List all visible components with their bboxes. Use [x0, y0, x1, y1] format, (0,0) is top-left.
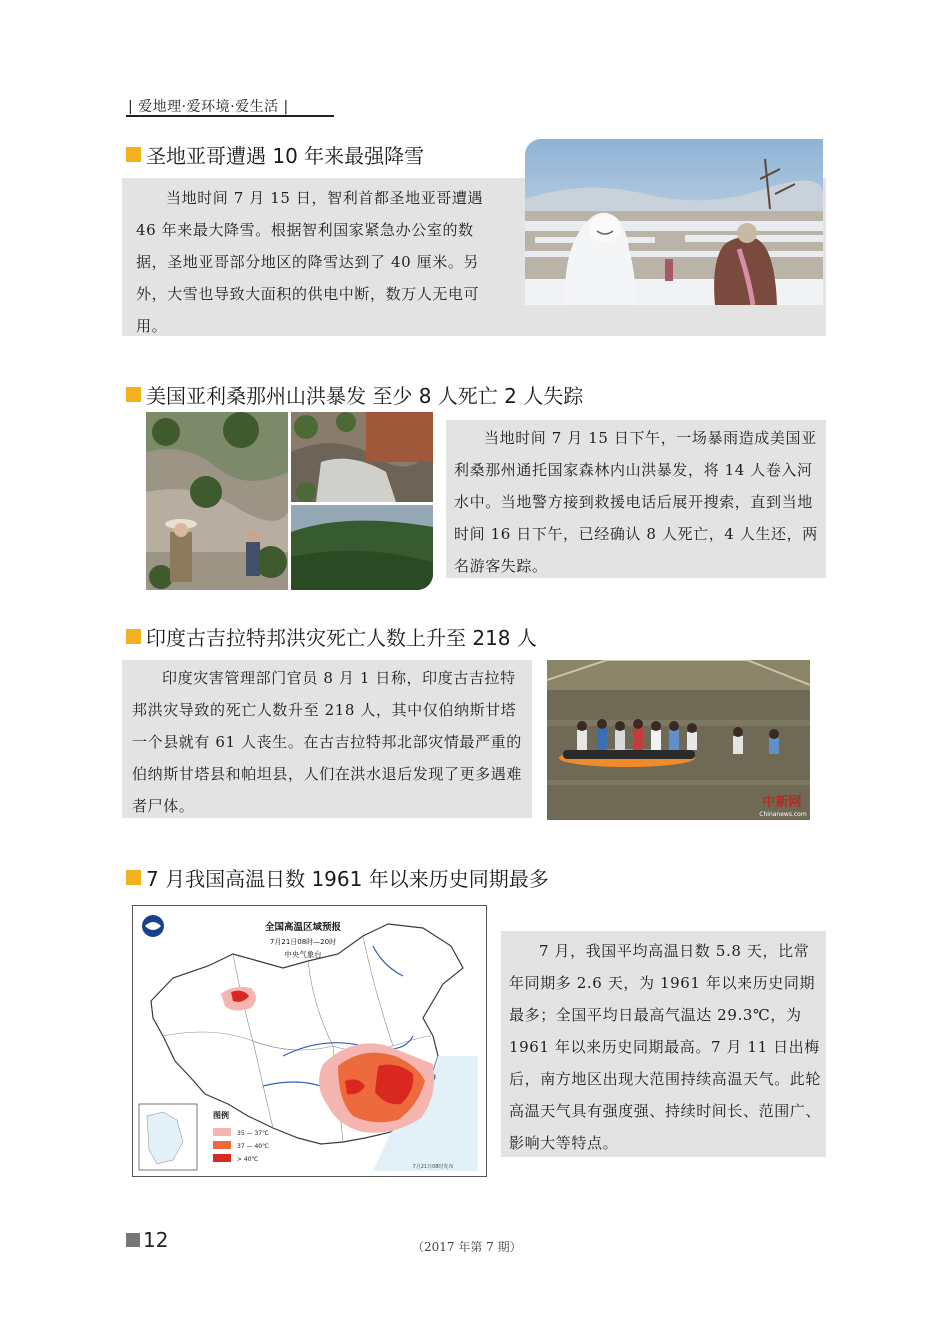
watermark-text: 中新网 — [762, 795, 802, 810]
section-1-title-text: 圣地亚哥遭遇 10 年来最强降雪 — [146, 144, 425, 168]
section-3-title-text: 印度古吉拉特邦洪灾死亡人数上升至 218 人 — [146, 626, 537, 650]
section-4-title — [126, 863, 549, 892]
title-marker-icon — [126, 629, 141, 644]
legend-swatch — [213, 1154, 231, 1162]
legend-swatch — [213, 1128, 231, 1136]
issue-label: （2017 年第 7 期） — [412, 1240, 522, 1254]
map-subtitle: 7月21日08时—20时 — [269, 938, 337, 946]
header-rule — [126, 115, 334, 117]
map-footnote: 7月21日08时发布 — [412, 1164, 454, 1170]
flood-photo-collage — [146, 412, 433, 590]
header-tagline: | 爱地理·爱环境·爱生活 | — [128, 99, 289, 115]
section-2-title-text: 美国亚利桑那州山洪暴发 至少 8 人死亡 2 人失踪 — [146, 384, 584, 408]
title-marker-icon — [126, 387, 141, 402]
map-title: 全国高温区域预报 — [264, 922, 342, 933]
watermark-sub: Chinanews.com — [759, 811, 807, 818]
section-3-body-box — [122, 660, 532, 818]
legend-swatch — [213, 1141, 231, 1149]
heat-forecast-map — [132, 905, 487, 1177]
legend-label: > 40℃ — [237, 1156, 259, 1163]
section-4-title-text: 7 月我国高温日数 1961 年以来历史同期最多 — [146, 867, 549, 891]
section-3-body: 印度灾害管理部门官员 8 月 1 日称，印度古吉拉特邦洪灾导致的死亡人数升至 218 人，其中仅伯纳斯甘塔一个县就有 61 人丧生。在古吉拉特邦北部灾情最严重的伯纳斯甘塔县和帕坦县，人们在洪水退后发现了更多遇难者尸体。 — [132, 669, 523, 815]
section-4-body: 7 月，我国平均高温日数 5.8 天，比常年同期多 2.6 天，为 1961 年以来历史同期最多；全国平均日最高气温达 29.3℃，为 1961 年以来历史同期最高。7 月 11 日出梅后，南方地区出现大范围持续高温天气。此轮高温天气具有强度强、持续时间长、范围广、影响大等特点。 — [509, 942, 822, 1152]
title-marker-icon — [126, 147, 141, 162]
section-2-body-box — [446, 420, 826, 578]
section-1-body: 当地时间 7 月 15 日，智利首都圣地亚哥遭遇 46 年来最大降雪。根据智利国家紧急办公室的数据，圣地亚哥部分地区的降雪达到了 40 厘米。另外，大雪也导致大面积的供电中断，数万人无电可用。 — [136, 189, 484, 335]
legend-label: 37 — 40℃ — [237, 1143, 269, 1150]
section-4-body-box — [501, 931, 826, 1157]
section-2-body: 当地时间 7 月 15 日下午，一场暴雨造成美国亚利桑那州通托国家森林内山洪暴发，将 14 人卷入河水中。当地警方接到救援电话后展开搜索，直到当地时间 16 日下午，已经确认 8 人死亡，4 人生还，两名游客失踪。 — [454, 429, 818, 575]
page-number — [126, 1228, 168, 1252]
legend-title: 图例 — [213, 1111, 229, 1120]
page-marker-icon — [126, 1233, 140, 1247]
india-flood-photo — [547, 660, 810, 820]
map-agency: 中央气象台 — [284, 950, 322, 959]
legend — [213, 1128, 269, 1163]
title-marker-icon — [126, 870, 141, 885]
section-2-title — [126, 380, 583, 409]
snow-photo — [525, 139, 823, 305]
section-1-title — [126, 140, 424, 169]
section-3-title — [126, 622, 537, 651]
legend-label: 35 — 37℃ — [237, 1130, 269, 1137]
page-number-text: 12 — [143, 1228, 169, 1252]
